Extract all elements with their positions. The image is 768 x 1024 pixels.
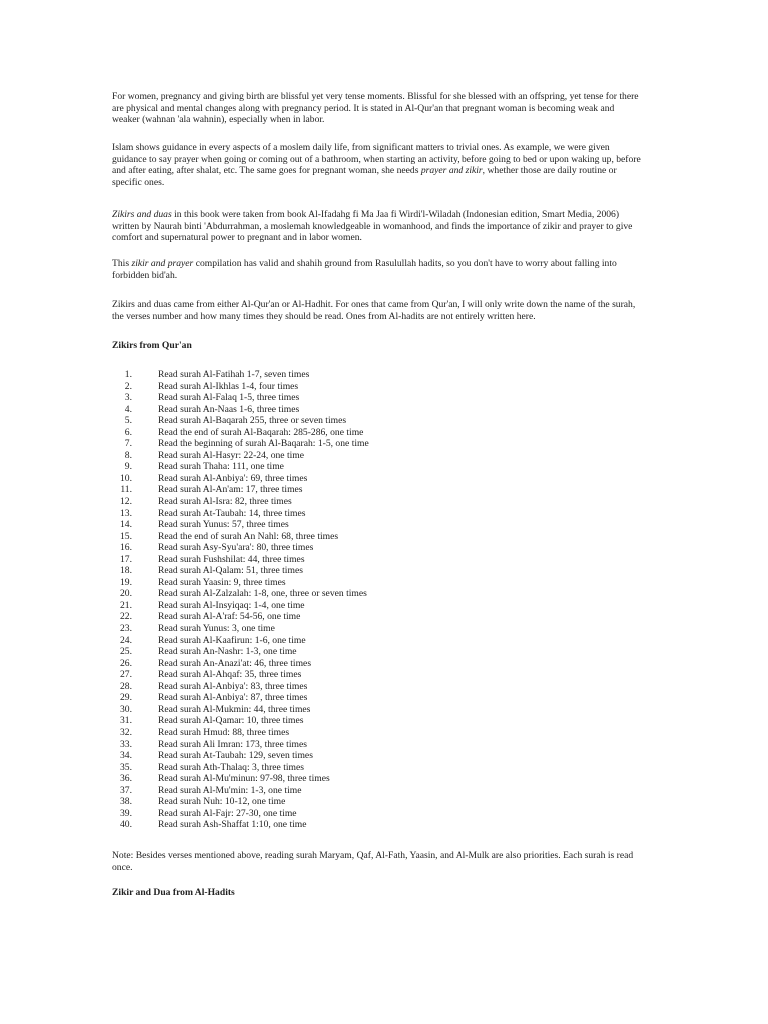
list-item-number: 12. xyxy=(120,496,132,508)
list-item-number: 37. xyxy=(120,784,132,796)
list-item-text: Read surah Al-Falaq 1-5, three times xyxy=(158,392,300,404)
list-item-number: 6. xyxy=(124,426,132,438)
list-item-number: 36. xyxy=(120,773,132,785)
list-item-number: 14. xyxy=(120,519,132,531)
list-item xyxy=(112,692,369,704)
list-item xyxy=(112,785,369,797)
list-item xyxy=(112,519,369,531)
list-item-text: Read surah Al-A'raf: 54-56, one time xyxy=(158,611,301,623)
paragraph-guidance-text-end: , whether those are daily routine or specific ones. xyxy=(112,165,617,188)
paragraph-source-text: in this book were taken from book Al-Ifadahg fi Ma Jaa fi Wirdi'l-Wiladah (Indonesian edition, Smart Media, 2006) written by Naurah binti 'Abdurrahman, a moslemah knowledgeable in womanhood, and finds the importance of zikir and prayer to give comfort and supernatural power to pregnant and in labor women. xyxy=(112,209,633,244)
list-item-number: 9. xyxy=(124,461,132,473)
paragraph-validity-text: compilation has valid and shahih ground from Rasulullah hadits, so you don't have to worry about falling into forbidden bid'ah. xyxy=(112,258,617,281)
list-item-number: 27. xyxy=(120,669,132,681)
list-item-text: Read surah At-Taubah: 14, three times xyxy=(158,507,306,519)
list-item xyxy=(112,658,369,670)
list-item-number: 33. xyxy=(120,738,132,750)
list-item-number: 20. xyxy=(120,588,132,600)
list-item xyxy=(112,427,369,439)
list-item xyxy=(112,669,369,681)
list-item-text: Read surah Al-Anbiya': 69, three times xyxy=(158,472,308,484)
list-item-number: 5. xyxy=(124,415,132,427)
list-item-number: 29. xyxy=(120,692,132,704)
list-item-number: 28. xyxy=(120,680,132,692)
list-item xyxy=(112,635,369,647)
list-item-number: 10. xyxy=(120,472,132,484)
list-item-number: 38. xyxy=(120,796,132,808)
list-item-number: 25. xyxy=(120,646,132,658)
list-item-text: Read surah Al-Zalzalah: 1-8, one, three or seven times xyxy=(158,588,367,600)
list-item-number: 24. xyxy=(120,634,132,646)
list-item-number: 1. xyxy=(124,369,132,380)
list-item-text: Read surah Al-Anbiya': 83, three times xyxy=(158,680,308,692)
list-item-text: Read surah Al-Hasyr: 22-24, one time xyxy=(158,449,305,461)
list-item-text: Read surah Ali Imran: 173, three times xyxy=(158,738,307,750)
list-item-number: 15. xyxy=(120,530,132,542)
list-item xyxy=(112,369,369,381)
paragraph-guidance-text-start: Islam shows guidance in every aspects of a moslem daily life, from significant matters to trivial ones. As example, we were given guidance to say prayer when going or coming out of a bathroom, when starting an activity, before going to bed or upon waking up, before and after eating, after shalat, etc. The same goes for pregnant woman, she needs xyxy=(112,142,641,177)
list-item-text: Read surah Asy-Syu'ara': 80, three times xyxy=(158,542,314,554)
list-item-number: 22. xyxy=(120,611,132,623)
list-item-text: Read the end of surah Al-Baqarah: 285-286, one time xyxy=(158,426,364,438)
list-item xyxy=(112,461,369,473)
list-item-number: 30. xyxy=(120,703,132,715)
paragraph-source xyxy=(112,209,644,244)
list-item-number: 16. xyxy=(120,542,132,554)
list-item-number: 17. xyxy=(120,553,132,565)
list-item-text: Read surah Yunus: 57, three times xyxy=(158,519,289,531)
list-item xyxy=(112,415,369,427)
section-heading-quran: Zikirs from Qur'an xyxy=(112,340,192,351)
list-item xyxy=(112,496,369,508)
list-item xyxy=(112,611,369,623)
list-item xyxy=(112,542,369,554)
list-item xyxy=(112,704,369,716)
list-item-text: Read surah Al-Fajr: 27-30, one time xyxy=(158,807,297,819)
list-item xyxy=(112,381,369,393)
paragraph-guidance-emphasis: prayer and zikir xyxy=(420,165,483,177)
list-item xyxy=(112,438,369,450)
list-item-number: 31. xyxy=(120,715,132,727)
list-item-number: 3. xyxy=(124,392,132,404)
list-item-number: 19. xyxy=(120,576,132,588)
list-item-text: Read surah Al-Anbiya': 87, three times xyxy=(158,692,308,704)
list-item-text: Read surah At-Taubah: 129, seven times xyxy=(158,750,313,762)
paragraph-origins: Zikirs and duas came from either Al-Qur'an or Al-Hadhit. For ones that came from Qur'an, I will only write down the name of the surah, the verses number and how many times they should be read. Ones from Al-hadits are not entirely written here. xyxy=(112,299,636,322)
list-item-number: 40. xyxy=(120,819,132,831)
paragraph-validity xyxy=(112,258,644,281)
list-item-text: Read surah Al-Fatihah 1-7, seven times xyxy=(158,369,310,380)
list-item-text: Read surah Fushshilat: 44, three times xyxy=(158,553,305,565)
paragraph-validity-emphasis: zikir and prayer xyxy=(131,258,194,269)
list-item-text: Read surah Thaha: 111, one time xyxy=(158,461,284,473)
list-item xyxy=(112,404,369,416)
list-item xyxy=(112,727,369,739)
list-item-number: 26. xyxy=(120,657,132,669)
list-item-text: Read surah Al-Mukmin: 44, three times xyxy=(158,703,311,715)
list-item xyxy=(112,484,369,496)
zikir-list xyxy=(112,369,369,831)
list-item xyxy=(112,715,369,727)
list-item-text: Read surah Al-An'am: 17, three times xyxy=(158,484,303,496)
list-item xyxy=(112,508,369,520)
list-item-text: Read surah Al-Ikhlas 1-4, four times xyxy=(158,380,299,392)
paragraph-validity-text-start: This xyxy=(112,258,132,269)
list-item-number: 34. xyxy=(120,750,132,762)
list-item-text: Read surah Nuh: 10-12, one time xyxy=(158,796,286,808)
list-item xyxy=(112,565,369,577)
list-item xyxy=(112,646,369,658)
paragraph-note: Note: Besides verses mentioned above, reading surah Maryam, Qaf, Al-Fath, Yaasin, and Al-Mulk are also priorities. Each surah is read once. xyxy=(112,850,634,873)
list-item-text: Read surah An-Nashr: 1-3, one time xyxy=(158,646,297,658)
list-item-text: Read surah Al-Ahqaf: 35, three times xyxy=(158,669,302,681)
list-item xyxy=(112,808,369,820)
list-item-number: 23. xyxy=(120,623,132,635)
list-item-text: Read surah An-Anazi'at: 46, three times xyxy=(158,657,312,669)
list-item-text: Read surah Al-Insyiqaq: 1-4, one time xyxy=(158,599,305,611)
list-item-text: Read surah Al-Qamar: 10, three times xyxy=(158,715,304,727)
list-item-text: Read surah Al-Qalam: 51, three times xyxy=(158,565,303,577)
list-item-text: Read the beginning of surah Al-Baqarah: 1-5, one time xyxy=(158,438,369,450)
list-item-number: 39. xyxy=(120,807,132,819)
list-item-number: 18. xyxy=(120,565,132,577)
list-item-text: Read surah Yaasin: 9, three times xyxy=(158,576,286,588)
list-item-text: Read surah Al-Baqarah 255, three or seven times xyxy=(158,415,347,427)
paragraph-source-emphasis: Zikirs and duas xyxy=(112,209,172,220)
list-item xyxy=(112,531,369,543)
list-item-text: Read surah Al-Isra: 82, three times xyxy=(158,496,292,508)
list-item-number: 8. xyxy=(124,449,132,461)
list-item-number: 2. xyxy=(124,380,132,392)
section-heading-hadits: Zikir and Dua from Al-Hadits xyxy=(112,887,235,898)
list-item-text: Read surah Al-Kaafirun: 1-6, one time xyxy=(158,634,306,646)
list-item-number: 7. xyxy=(124,438,132,450)
list-item-text: Read surah Ath-Thalaq: 3, three times xyxy=(158,761,304,773)
list-item xyxy=(112,554,369,566)
list-item-number: 32. xyxy=(120,726,132,738)
list-item-text: Read surah Hmud: 88, three times xyxy=(158,726,290,738)
list-item-number: 21. xyxy=(120,599,132,611)
list-item-text: Read surah Ash-Shaffat 1:10, one time xyxy=(158,819,307,831)
list-item xyxy=(112,588,369,600)
list-item-number: 13. xyxy=(120,507,132,519)
list-item xyxy=(112,473,369,485)
list-item xyxy=(112,577,369,589)
list-item-number: 35. xyxy=(120,761,132,773)
list-item xyxy=(112,773,369,785)
list-item xyxy=(112,450,369,462)
list-item xyxy=(112,681,369,693)
list-item-text: Read surah Yunus: 3, one time xyxy=(158,623,275,635)
paragraph-guidance xyxy=(112,142,644,188)
list-item xyxy=(112,819,369,831)
list-item xyxy=(112,750,369,762)
list-item-text: Read surah Al-Mu'minun: 97-98, three times xyxy=(158,773,330,785)
list-item xyxy=(112,762,369,774)
paragraph-intro: For women, pregnancy and giving birth are blissful yet very tense moments. Blissful for she blessed with an offspring, yet tense for there are physical and mental changes along with pregnancy period. It is stated in Al-Qur'an that pregnant woman is becoming weak and weaker (wahnan 'ala wahnin), especially when in labor. xyxy=(112,91,639,126)
list-item-text: Read the end of surah An Nahl: 68, three times xyxy=(158,530,339,542)
list-item-number: 4. xyxy=(124,403,132,415)
list-item xyxy=(112,600,369,612)
list-item xyxy=(112,392,369,404)
list-item-number: 11. xyxy=(120,484,132,496)
list-item-text: Read surah Al-Mu'min: 1-3, one time xyxy=(158,784,302,796)
list-item-text: Read surah An-Naas 1-6, three times xyxy=(158,403,300,415)
list-item xyxy=(112,796,369,808)
list-item xyxy=(112,739,369,751)
list-item xyxy=(112,623,369,635)
